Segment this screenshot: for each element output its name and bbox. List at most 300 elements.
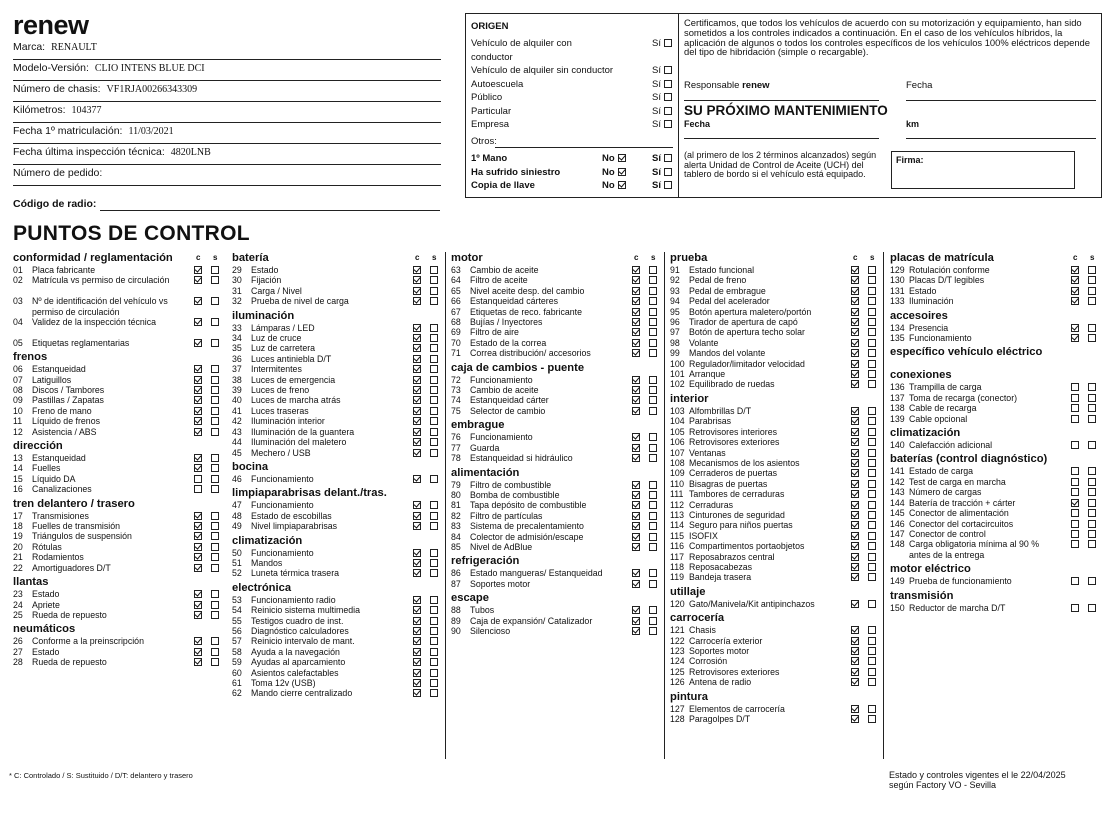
controlled-checkbox[interactable] [1071, 415, 1079, 423]
controlled-checkbox[interactable] [632, 627, 640, 635]
substituted-checkbox[interactable] [1088, 478, 1096, 486]
controlled-checkbox[interactable] [632, 287, 640, 295]
controlled-checkbox[interactable] [413, 475, 421, 483]
controlled-checkbox[interactable] [632, 491, 640, 499]
controlled-checkbox[interactable] [413, 689, 421, 697]
controlled-checkbox[interactable] [1071, 266, 1079, 274]
controlled-checkbox[interactable] [851, 647, 859, 655]
controlled-checkbox[interactable] [632, 512, 640, 520]
controlled-checkbox[interactable] [851, 626, 859, 634]
controlled-checkbox[interactable] [413, 606, 421, 614]
controlled-checkbox[interactable] [413, 596, 421, 604]
controlled-checkbox[interactable] [194, 386, 202, 394]
substituted-checkbox[interactable] [868, 438, 876, 446]
substituted-checkbox[interactable] [430, 569, 438, 577]
controlled-checkbox[interactable] [194, 611, 202, 619]
substituted-checkbox[interactable] [211, 454, 219, 462]
substituted-checkbox[interactable] [868, 647, 876, 655]
substituted-checkbox[interactable] [211, 475, 219, 483]
controlled-checkbox[interactable] [851, 380, 859, 388]
controlled-checkbox[interactable] [851, 370, 859, 378]
controlled-checkbox[interactable] [1071, 499, 1079, 507]
substituted-checkbox[interactable] [430, 344, 438, 352]
controlled-checkbox[interactable] [851, 542, 859, 550]
controlled-checkbox[interactable] [632, 386, 640, 394]
controlled-checkbox[interactable] [194, 376, 202, 384]
substituted-checkbox[interactable] [649, 454, 657, 462]
substituted-checkbox[interactable] [868, 380, 876, 388]
substituted-checkbox[interactable] [868, 678, 876, 686]
controlled-checkbox[interactable] [1071, 394, 1079, 402]
substituted-checkbox[interactable] [649, 617, 657, 625]
substituted-checkbox[interactable] [430, 658, 438, 666]
substituted-checkbox[interactable] [868, 532, 876, 540]
substituted-checkbox[interactable] [430, 596, 438, 604]
controlled-checkbox[interactable] [194, 564, 202, 572]
origin-si-checkbox[interactable] [664, 168, 672, 176]
substituted-checkbox[interactable] [868, 573, 876, 581]
substituted-checkbox[interactable] [868, 349, 876, 357]
origin-no-checkbox[interactable] [618, 168, 626, 176]
substituted-checkbox[interactable] [211, 396, 219, 404]
controlled-checkbox[interactable] [413, 428, 421, 436]
substituted-checkbox[interactable] [211, 376, 219, 384]
controlled-checkbox[interactable] [413, 627, 421, 635]
controlled-checkbox[interactable] [413, 324, 421, 332]
controlled-checkbox[interactable] [194, 532, 202, 540]
controlled-checkbox[interactable] [851, 449, 859, 457]
controlled-checkbox[interactable] [632, 276, 640, 284]
substituted-checkbox[interactable] [211, 297, 219, 305]
controlled-checkbox[interactable] [1071, 404, 1079, 412]
controlled-checkbox[interactable] [1071, 488, 1079, 496]
substituted-checkbox[interactable] [868, 328, 876, 336]
substituted-checkbox[interactable] [211, 485, 219, 493]
origin-no-checkbox[interactable] [618, 181, 626, 189]
controlled-checkbox[interactable] [194, 454, 202, 462]
substituted-checkbox[interactable] [649, 433, 657, 441]
controlled-checkbox[interactable] [851, 459, 859, 467]
controlled-checkbox[interactable] [851, 553, 859, 561]
controlled-checkbox[interactable] [413, 522, 421, 530]
controlled-checkbox[interactable] [194, 485, 202, 493]
substituted-checkbox[interactable] [868, 511, 876, 519]
substituted-checkbox[interactable] [649, 543, 657, 551]
controlled-checkbox[interactable] [413, 438, 421, 446]
controlled-checkbox[interactable] [851, 469, 859, 477]
controlled-checkbox[interactable] [851, 600, 859, 608]
origin-si-checkbox[interactable] [664, 181, 672, 189]
controlled-checkbox[interactable] [851, 339, 859, 347]
substituted-checkbox[interactable] [211, 522, 219, 530]
substituted-checkbox[interactable] [430, 438, 438, 446]
substituted-checkbox[interactable] [211, 648, 219, 656]
substituted-checkbox[interactable] [430, 396, 438, 404]
substituted-checkbox[interactable] [868, 339, 876, 347]
substituted-checkbox[interactable] [649, 580, 657, 588]
controlled-checkbox[interactable] [632, 543, 640, 551]
substituted-checkbox[interactable] [1088, 488, 1096, 496]
substituted-checkbox[interactable] [1088, 276, 1096, 284]
controlled-checkbox[interactable] [632, 349, 640, 357]
controlled-checkbox[interactable] [1071, 604, 1079, 612]
substituted-checkbox[interactable] [649, 533, 657, 541]
controlled-checkbox[interactable] [413, 355, 421, 363]
controlled-checkbox[interactable] [632, 617, 640, 625]
controlled-checkbox[interactable] [851, 428, 859, 436]
controlled-checkbox[interactable] [413, 669, 421, 677]
origin-si-checkbox[interactable] [664, 154, 672, 162]
controlled-checkbox[interactable] [851, 501, 859, 509]
substituted-checkbox[interactable] [649, 569, 657, 577]
substituted-checkbox[interactable] [1088, 287, 1096, 295]
controlled-checkbox[interactable] [1071, 467, 1079, 475]
controlled-checkbox[interactable] [1071, 297, 1079, 305]
controlled-checkbox[interactable] [413, 417, 421, 425]
substituted-checkbox[interactable] [211, 339, 219, 347]
substituted-checkbox[interactable] [1088, 324, 1096, 332]
substituted-checkbox[interactable] [430, 287, 438, 295]
substituted-checkbox[interactable] [868, 563, 876, 571]
controlled-checkbox[interactable] [851, 563, 859, 571]
controlled-checkbox[interactable] [194, 601, 202, 609]
substituted-checkbox[interactable] [868, 480, 876, 488]
controlled-checkbox[interactable] [413, 266, 421, 274]
controlled-checkbox[interactable] [851, 521, 859, 529]
controlled-checkbox[interactable] [632, 297, 640, 305]
controlled-checkbox[interactable] [413, 549, 421, 557]
substituted-checkbox[interactable] [1088, 404, 1096, 412]
controlled-checkbox[interactable] [1071, 441, 1079, 449]
controlled-checkbox[interactable] [851, 417, 859, 425]
substituted-checkbox[interactable] [649, 349, 657, 357]
substituted-checkbox[interactable] [868, 626, 876, 634]
substituted-checkbox[interactable] [211, 365, 219, 373]
controlled-checkbox[interactable] [851, 511, 859, 519]
substituted-checkbox[interactable] [430, 365, 438, 373]
substituted-checkbox[interactable] [868, 459, 876, 467]
controlled-checkbox[interactable] [194, 648, 202, 656]
substituted-checkbox[interactable] [430, 297, 438, 305]
substituted-checkbox[interactable] [649, 481, 657, 489]
controlled-checkbox[interactable] [194, 637, 202, 645]
substituted-checkbox[interactable] [430, 606, 438, 614]
controlled-checkbox[interactable] [194, 266, 202, 274]
controlled-checkbox[interactable] [413, 648, 421, 656]
substituted-checkbox[interactable] [1088, 577, 1096, 585]
substituted-checkbox[interactable] [868, 637, 876, 645]
controlled-checkbox[interactable] [1071, 276, 1079, 284]
controlled-checkbox[interactable] [851, 637, 859, 645]
controlled-checkbox[interactable] [632, 481, 640, 489]
controlled-checkbox[interactable] [194, 475, 202, 483]
substituted-checkbox[interactable] [649, 512, 657, 520]
controlled-checkbox[interactable] [194, 522, 202, 530]
substituted-checkbox[interactable] [649, 287, 657, 295]
controlled-checkbox[interactable] [194, 553, 202, 561]
substituted-checkbox[interactable] [868, 521, 876, 529]
controlled-checkbox[interactable] [851, 573, 859, 581]
controlled-checkbox[interactable] [851, 532, 859, 540]
substituted-checkbox[interactable] [1088, 383, 1096, 391]
substituted-checkbox[interactable] [868, 297, 876, 305]
substituted-checkbox[interactable] [211, 658, 219, 666]
substituted-checkbox[interactable] [868, 407, 876, 415]
origin-si-checkbox[interactable] [664, 120, 672, 128]
substituted-checkbox[interactable] [430, 679, 438, 687]
controlled-checkbox[interactable] [413, 365, 421, 373]
substituted-checkbox[interactable] [1088, 530, 1096, 538]
controlled-checkbox[interactable] [851, 297, 859, 305]
substituted-checkbox[interactable] [430, 627, 438, 635]
substituted-checkbox[interactable] [868, 318, 876, 326]
substituted-checkbox[interactable] [1088, 540, 1096, 548]
substituted-checkbox[interactable] [649, 491, 657, 499]
controlled-checkbox[interactable] [632, 308, 640, 316]
controlled-checkbox[interactable] [851, 438, 859, 446]
substituted-checkbox[interactable] [211, 417, 219, 425]
substituted-checkbox[interactable] [868, 276, 876, 284]
controlled-checkbox[interactable] [194, 339, 202, 347]
substituted-checkbox[interactable] [430, 407, 438, 415]
substituted-checkbox[interactable] [211, 553, 219, 561]
controlled-checkbox[interactable] [632, 266, 640, 274]
controlled-checkbox[interactable] [413, 559, 421, 567]
substituted-checkbox[interactable] [211, 318, 219, 326]
controlled-checkbox[interactable] [851, 349, 859, 357]
controlled-checkbox[interactable] [851, 668, 859, 676]
substituted-checkbox[interactable] [211, 266, 219, 274]
controlled-checkbox[interactable] [851, 715, 859, 723]
substituted-checkbox[interactable] [211, 407, 219, 415]
substituted-checkbox[interactable] [1088, 499, 1096, 507]
substituted-checkbox[interactable] [868, 668, 876, 676]
substituted-checkbox[interactable] [430, 386, 438, 394]
origin-si-checkbox[interactable] [664, 107, 672, 115]
controlled-checkbox[interactable] [194, 276, 202, 284]
substituted-checkbox[interactable] [1088, 509, 1096, 517]
controlled-checkbox[interactable] [413, 679, 421, 687]
controlled-checkbox[interactable] [1071, 530, 1079, 538]
controlled-checkbox[interactable] [413, 334, 421, 342]
controlled-checkbox[interactable] [632, 454, 640, 462]
substituted-checkbox[interactable] [211, 564, 219, 572]
controlled-checkbox[interactable] [632, 533, 640, 541]
controlled-checkbox[interactable] [413, 386, 421, 394]
substituted-checkbox[interactable] [430, 689, 438, 697]
substituted-checkbox[interactable] [211, 532, 219, 540]
substituted-checkbox[interactable] [649, 266, 657, 274]
substituted-checkbox[interactable] [868, 600, 876, 608]
origin-no-checkbox[interactable] [618, 154, 626, 162]
controlled-checkbox[interactable] [632, 522, 640, 530]
substituted-checkbox[interactable] [430, 617, 438, 625]
substituted-checkbox[interactable] [868, 553, 876, 561]
controlled-checkbox[interactable] [1071, 334, 1079, 342]
controlled-checkbox[interactable] [1071, 509, 1079, 517]
substituted-checkbox[interactable] [1088, 297, 1096, 305]
substituted-checkbox[interactable] [1088, 394, 1096, 402]
substituted-checkbox[interactable] [868, 705, 876, 713]
controlled-checkbox[interactable] [851, 328, 859, 336]
controlled-checkbox[interactable] [194, 417, 202, 425]
controlled-checkbox[interactable] [632, 569, 640, 577]
substituted-checkbox[interactable] [868, 715, 876, 723]
controlled-checkbox[interactable] [851, 678, 859, 686]
controlled-checkbox[interactable] [413, 658, 421, 666]
substituted-checkbox[interactable] [430, 559, 438, 567]
controlled-checkbox[interactable] [632, 580, 640, 588]
substituted-checkbox[interactable] [649, 444, 657, 452]
substituted-checkbox[interactable] [1088, 334, 1096, 342]
substituted-checkbox[interactable] [868, 360, 876, 368]
controlled-checkbox[interactable] [632, 407, 640, 415]
substituted-checkbox[interactable] [211, 276, 219, 284]
substituted-checkbox[interactable] [430, 376, 438, 384]
controlled-checkbox[interactable] [632, 318, 640, 326]
substituted-checkbox[interactable] [649, 396, 657, 404]
controlled-checkbox[interactable] [194, 428, 202, 436]
substituted-checkbox[interactable] [211, 464, 219, 472]
controlled-checkbox[interactable] [413, 396, 421, 404]
controlled-checkbox[interactable] [632, 339, 640, 347]
substituted-checkbox[interactable] [430, 324, 438, 332]
substituted-checkbox[interactable] [868, 287, 876, 295]
controlled-checkbox[interactable] [632, 501, 640, 509]
substituted-checkbox[interactable] [430, 417, 438, 425]
substituted-checkbox[interactable] [868, 428, 876, 436]
controlled-checkbox[interactable] [413, 376, 421, 384]
controlled-checkbox[interactable] [632, 328, 640, 336]
controlled-checkbox[interactable] [413, 276, 421, 284]
controlled-checkbox[interactable] [851, 490, 859, 498]
controlled-checkbox[interactable] [413, 297, 421, 305]
substituted-checkbox[interactable] [868, 490, 876, 498]
substituted-checkbox[interactable] [649, 522, 657, 530]
substituted-checkbox[interactable] [430, 637, 438, 645]
substituted-checkbox[interactable] [649, 276, 657, 284]
substituted-checkbox[interactable] [649, 328, 657, 336]
substituted-checkbox[interactable] [868, 417, 876, 425]
substituted-checkbox[interactable] [1088, 415, 1096, 423]
substituted-checkbox[interactable] [211, 601, 219, 609]
controlled-checkbox[interactable] [194, 512, 202, 520]
controlled-checkbox[interactable] [194, 318, 202, 326]
controlled-checkbox[interactable] [413, 501, 421, 509]
controlled-checkbox[interactable] [413, 637, 421, 645]
substituted-checkbox[interactable] [211, 611, 219, 619]
origin-si-checkbox[interactable] [664, 93, 672, 101]
controlled-checkbox[interactable] [851, 308, 859, 316]
substituted-checkbox[interactable] [430, 266, 438, 274]
controlled-checkbox[interactable] [632, 396, 640, 404]
substituted-checkbox[interactable] [430, 428, 438, 436]
controlled-checkbox[interactable] [1071, 478, 1079, 486]
controlled-checkbox[interactable] [194, 543, 202, 551]
controlled-checkbox[interactable] [194, 590, 202, 598]
substituted-checkbox[interactable] [868, 501, 876, 509]
controlled-checkbox[interactable] [413, 287, 421, 295]
substituted-checkbox[interactable] [430, 449, 438, 457]
controlled-checkbox[interactable] [851, 318, 859, 326]
controlled-checkbox[interactable] [413, 449, 421, 457]
substituted-checkbox[interactable] [211, 637, 219, 645]
origin-si-checkbox[interactable] [664, 80, 672, 88]
substituted-checkbox[interactable] [1088, 266, 1096, 274]
substituted-checkbox[interactable] [430, 669, 438, 677]
substituted-checkbox[interactable] [1088, 604, 1096, 612]
substituted-checkbox[interactable] [211, 590, 219, 598]
controlled-checkbox[interactable] [194, 658, 202, 666]
controlled-checkbox[interactable] [413, 617, 421, 625]
substituted-checkbox[interactable] [430, 501, 438, 509]
substituted-checkbox[interactable] [211, 428, 219, 436]
substituted-checkbox[interactable] [211, 543, 219, 551]
substituted-checkbox[interactable] [211, 512, 219, 520]
controlled-checkbox[interactable] [1071, 540, 1079, 548]
controlled-checkbox[interactable] [632, 606, 640, 614]
substituted-checkbox[interactable] [649, 339, 657, 347]
substituted-checkbox[interactable] [649, 297, 657, 305]
substituted-checkbox[interactable] [1088, 520, 1096, 528]
controlled-checkbox[interactable] [632, 433, 640, 441]
substituted-checkbox[interactable] [649, 407, 657, 415]
controlled-checkbox[interactable] [194, 365, 202, 373]
substituted-checkbox[interactable] [868, 266, 876, 274]
controlled-checkbox[interactable] [1071, 520, 1079, 528]
origin-si-checkbox[interactable] [664, 39, 672, 47]
substituted-checkbox[interactable] [649, 501, 657, 509]
controlled-checkbox[interactable] [1071, 287, 1079, 295]
controlled-checkbox[interactable] [851, 407, 859, 415]
substituted-checkbox[interactable] [868, 469, 876, 477]
substituted-checkbox[interactable] [868, 657, 876, 665]
substituted-checkbox[interactable] [1088, 467, 1096, 475]
controlled-checkbox[interactable] [194, 407, 202, 415]
controlled-checkbox[interactable] [1071, 383, 1079, 391]
substituted-checkbox[interactable] [868, 370, 876, 378]
controlled-checkbox[interactable] [851, 276, 859, 284]
substituted-checkbox[interactable] [649, 606, 657, 614]
controlled-checkbox[interactable] [413, 512, 421, 520]
controlled-checkbox[interactable] [851, 480, 859, 488]
controlled-checkbox[interactable] [194, 464, 202, 472]
substituted-checkbox[interactable] [1088, 441, 1096, 449]
controlled-checkbox[interactable] [1071, 577, 1079, 585]
controlled-checkbox[interactable] [413, 569, 421, 577]
substituted-checkbox[interactable] [649, 318, 657, 326]
controlled-checkbox[interactable] [194, 396, 202, 404]
substituted-checkbox[interactable] [649, 376, 657, 384]
substituted-checkbox[interactable] [430, 549, 438, 557]
substituted-checkbox[interactable] [211, 386, 219, 394]
substituted-checkbox[interactable] [649, 627, 657, 635]
controlled-checkbox[interactable] [851, 287, 859, 295]
controlled-checkbox[interactable] [632, 444, 640, 452]
substituted-checkbox[interactable] [430, 522, 438, 530]
controlled-checkbox[interactable] [1071, 324, 1079, 332]
controlled-checkbox[interactable] [851, 360, 859, 368]
substituted-checkbox[interactable] [868, 308, 876, 316]
substituted-checkbox[interactable] [430, 648, 438, 656]
substituted-checkbox[interactable] [649, 386, 657, 394]
substituted-checkbox[interactable] [430, 475, 438, 483]
controlled-checkbox[interactable] [194, 297, 202, 305]
controlled-checkbox[interactable] [851, 657, 859, 665]
substituted-checkbox[interactable] [649, 308, 657, 316]
controlled-checkbox[interactable] [413, 407, 421, 415]
controlled-checkbox[interactable] [632, 376, 640, 384]
